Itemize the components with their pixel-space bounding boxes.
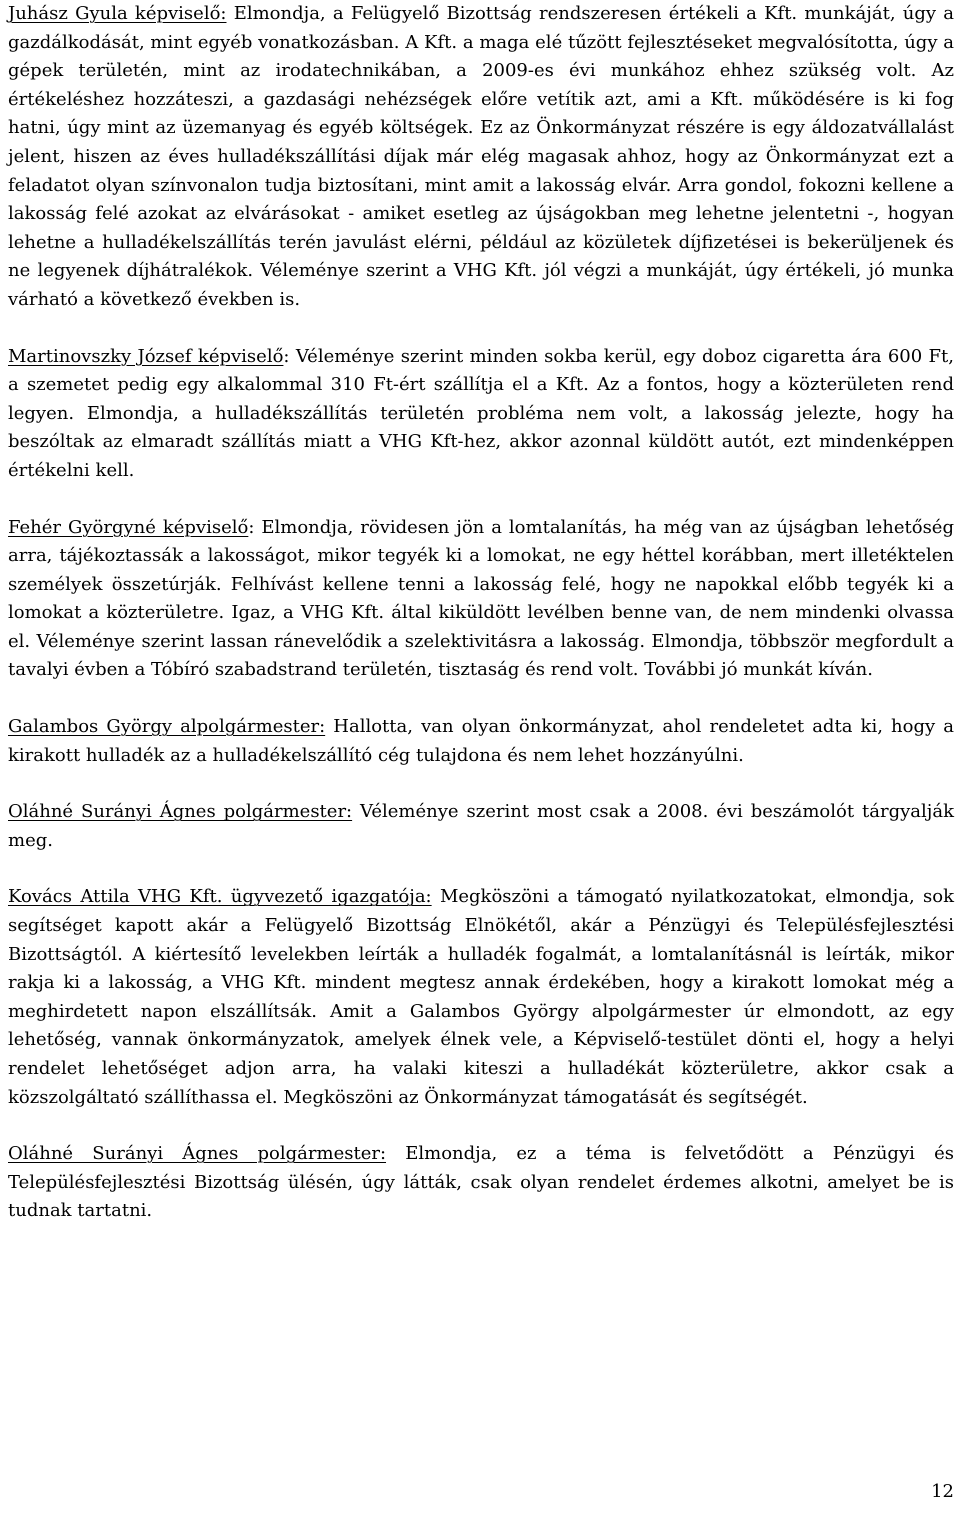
paragraph-text: Hallotta, van olyan önkormányzat, ahol rendeletet adta ki, hogy a kirakott hulladék az a hulladékelszállító cég tulajdona és nem lehet hozzányúlni. (8, 716, 954, 766)
paragraph-gap (8, 855, 954, 883)
paragraph-olahne-1 (8, 798, 954, 855)
paragraph-text: : Véleménye szerint minden sokba kerül, egy doboz cigaretta ára 600 Ft, a szemetet pedig egy alkalommal 310 Ft-ért szállítja el a Kft. Az a fontos, hogy a közterületen rend legyen. Elmondja, a hulladékszállítás területén probléma nem volt, a lakosság jelezte, hogy ha beszóltak az elmaradt szállítás miatt a VHG Kft-hez, akkor azonnal küldött autót, ezt mindenképpen értékelni kell. (8, 345, 954, 481)
speaker-name: Fehér Györgyné képviselő (8, 516, 249, 538)
paragraph-text: : Elmondja, rövidesen jön a lomtalanítás, ha még van az újságban lehetőség arra, tájékoztassák a lakosságot, mikor tegyék ki a lomokat, ne egy héttel korábban, mert illetéktelen személyek összetúrják. Felhívást kellene tenni a lakosság felé, hogy ne napokkal előbb tegyék ki a lomokat a közterületre. Igaz, a VHG Kft. által kiküldött levélben benne van, de nem mindenki olvassa el. Véleménye szerint lassan ránevelődik a szelektivitásra a lakosság. Elmondja, többször megfordult a tavalyi évben a Tóbíró szabadstrand területén, tisztaság és rend volt. További jó munkát kíván. (8, 516, 954, 681)
page-number: 12 (931, 1481, 954, 1502)
document-page (8, 0, 954, 1226)
paragraph-gap (8, 770, 954, 798)
paragraph-gap (8, 315, 954, 343)
paragraph-text: Elmondja, ez a téma is felvetődött a Pénzügyi és Településfejlesztési Bizottság ülésén, úgy látták, csak olyan rendelet érdemes alkotni, amelyet be is tudnak tartatni. (8, 1143, 954, 1222)
speaker-name: Martinovszky József képviselő (8, 345, 284, 367)
speaker-name: Juhász Gyula képviselő: (8, 3, 227, 24)
paragraph-gap (8, 1112, 954, 1140)
paragraph-kovacs (8, 883, 954, 1112)
paragraph-feher (8, 514, 954, 686)
paragraph-text: Véleménye szerint most csak a 2008. évi beszámolót tárgyalják meg. (8, 801, 954, 851)
speaker-name: Galambos György alpolgármester: (8, 716, 326, 738)
paragraph-text: Elmondja, a Felügyelő Bizottság rendszeresen értékeli a Kft. munkáját, úgy a gazdálkodását, mint egyéb vonatkozásban. A Kft. a maga elé tűzött fejlesztéseket megvalósította, úgy a gépek területén, mint az irodatechnikában, a 2009-es évi munkához ehhez szükség volt. Az értékeléshez hozzáteszi, a gazdasági nehézségek előre vetítik azt, ami a Kft. működésére is ki fog hatni, úgy mint az üzemanyag és egyéb költségek. Ez az Önkormányzat részére is egy áldozatvállalást jelent, hiszen az éves hulladékszállítási díjak már elég magasak ahhoz, hogy az Önkormányzat ezt a feladatot olyan színvonalon tudja biztosítani, mint amit a lakosság elvár. Arra gondol, fokozni kellene a lakosság felé azokat az elvárásokat - amiket esetleg az újságokban meg lehetne jelentetni -, hogyan lehetne a hulladékelszállítás terén javulást elérni, például az közületek díjfizetései is bekerüljenek és ne legyenek díjhátralékok. Véleménye szerint a VHG Kft. jól végzi a munkáját, úgy értékeli, jó munka várható a következő években is. (8, 3, 954, 310)
paragraph-martinovszky (8, 343, 954, 486)
paragraph-galambos (8, 713, 954, 770)
speaker-name: Oláhné Surányi Ágnes polgármester: (8, 1143, 387, 1165)
speaker-name: Kovács Attila VHG Kft. ügyvezető igazgatója: (8, 886, 432, 908)
paragraph-olahne-2 (8, 1140, 954, 1226)
speaker-name: Oláhné Surányi Ágnes polgármester: (8, 801, 353, 823)
paragraph-juhasz (8, 0, 954, 315)
paragraph-gap (8, 685, 954, 713)
paragraph-text: Megköszöni a támogató nyilatkozatokat, elmondja, sok segítséget kapott akár a Felügyelő Bizottság Elnökétől, akár a Pénzügyi és Településfejlesztési Bizottságtól. A kiértesítő levelekben leírták a hulladék fogalmát, a lomtalanításnál is leírták, mikor rakja ki a lakosság, a VHG Kft. mindent megtesz annak érdekében, hogy a kirakott lomokat még a meghirdetett napon elszállítsák. Amit a Galambos György alpolgármester úr elmondott, az egy lehetőség, vannak önkormányzatok, amelyek élnek vele, a Képviselő-testület dönti el, hogy a helyi rendelet lehetőséget adjon arra, ha valaki kiteszi a hulladékát közterületre, akkor csak a közszolgáltató szállíthassa el. Megköszöni az Önkormányzat támogatását és segítségét. (8, 886, 954, 1108)
paragraph-gap (8, 486, 954, 514)
